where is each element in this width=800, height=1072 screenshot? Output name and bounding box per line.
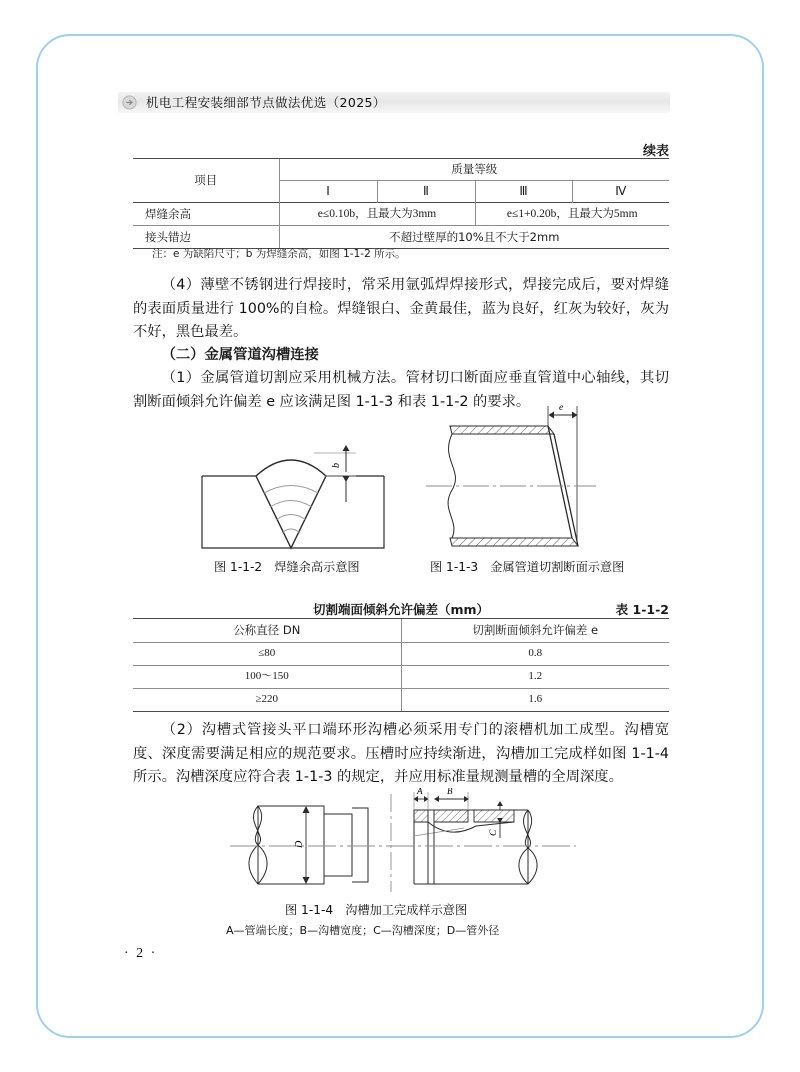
figure4-caption: 图 1-1-4 沟槽加工完成样示意图	[285, 903, 468, 917]
figure4-label-B: B	[447, 788, 453, 796]
paragraph-2: （2）沟槽式管接头平口端环形沟槽必须采用专门的滚槽机加工成型。沟槽宽度、深度需要满足相应的规范要求。压槽时应持续渐进，沟槽加工完成样如图 1-1-4 所示。沟槽深度应符合表 1-1-3 的规定，并应用标准量规测量槽的全周深度。	[133, 722, 669, 785]
figure2-caption: 图 1-1-2 焊缝余高示意图	[214, 560, 360, 574]
table1-grade-4: Ⅳ	[572, 181, 669, 203]
table-row	[133, 203, 669, 226]
table1-row2-value: 不超过壁厚的10%且不大于2mm	[279, 226, 669, 249]
table1-grade-1: Ⅰ	[279, 181, 377, 203]
table2-r3-dn: ≥220	[133, 689, 401, 712]
table2-title: 切割端面倾斜允许偏差（mm）	[312, 602, 490, 617]
figure4-label-A: A	[417, 788, 423, 796]
table-cut-face-tolerance	[133, 618, 669, 712]
continued-table-label: 续表	[642, 144, 669, 159]
table2-r1-value: 0.8	[401, 643, 669, 666]
table2-number: 表 1-1-2	[615, 602, 669, 617]
figure4-label-C: C	[489, 829, 499, 836]
section-heading-2: （二）金属管道沟槽连接	[161, 347, 319, 363]
figure-groove-machining-diagram	[228, 788, 578, 905]
table2-r1-dn: ≤80	[133, 643, 401, 666]
figure-weld-reinforcement-diagram	[196, 438, 396, 561]
table1-group-header: 质量等级	[279, 159, 669, 181]
table-row	[133, 689, 669, 712]
table2-header-dn: 公称直径 DN	[133, 619, 401, 643]
table2-r2-value: 1.2	[401, 666, 669, 689]
table-row	[133, 159, 669, 181]
table2-r3-value: 1.6	[401, 689, 669, 712]
figure4-label-D: D	[294, 840, 305, 848]
figure4-sublegend: A—管端长度；B—沟槽宽度；C—沟槽深度；D—管外径	[226, 924, 500, 937]
figure3-label-e: e	[559, 403, 564, 413]
figure3-caption: 图 1-1-3 金属管道切割断面示意图	[430, 560, 625, 574]
table-row	[133, 643, 669, 666]
table-weld-quality-grades	[133, 158, 669, 249]
table1-row1-value-right: e≤1+0.20b，且最大为5mm	[475, 203, 669, 226]
circle-arrow-icon	[122, 95, 137, 110]
table2-r2-dn: 100～150	[133, 666, 401, 689]
table1-item-header: 项目	[133, 159, 279, 203]
paragraph-1: （1）金属管道切割应采用机械方法。管材切口断面应垂直管道中心轴线，其切割断面倾斜允许偏差 e 应该满足图 1-1-3 和表 1-1-2 的要求。	[133, 370, 669, 410]
table1-grade-2: Ⅱ	[377, 181, 475, 203]
table1-grade-3: Ⅲ	[475, 181, 572, 203]
table-row	[133, 619, 669, 643]
table2-header-tolerance: 切割断面倾斜允许偏差 e	[401, 619, 669, 643]
page-title: 机电工程安装细部节点做法优选（2025）	[146, 95, 386, 110]
figure-pipe-cut-section-diagram	[420, 398, 620, 563]
page-number: · 2 ·	[124, 946, 158, 961]
table1-row1-value-left: e≤0.10b，且最大为3mm	[279, 203, 475, 226]
table1-row2-item: 接头错边	[133, 226, 279, 249]
table-row	[133, 666, 669, 689]
table1-row1-item: 焊缝余高	[133, 203, 279, 226]
figure2-label-b: b	[331, 463, 342, 468]
paragraph-4: （4）薄壁不锈钢进行焊接时，常采用氩弧焊焊接形式，焊接完成后，要对焊缝的表面质量进行 100%的自检。焊缝银白、金黄最佳，蓝为良好，红灰为较好，灰为不好，黑色最差。	[133, 277, 669, 340]
table1-note: 注：e 为缺陷尺寸；b 为焊缝余高，如图 1-1-2 所示。	[152, 248, 406, 260]
